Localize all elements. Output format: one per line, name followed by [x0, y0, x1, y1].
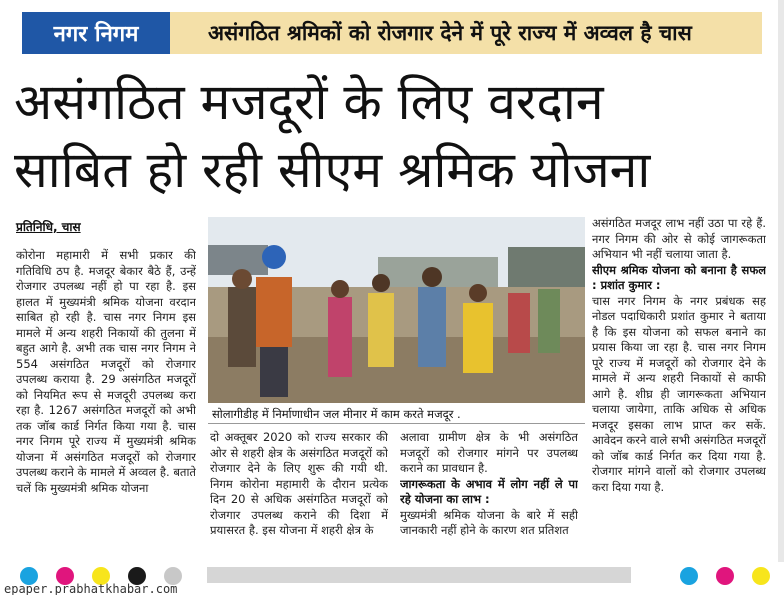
page-edge	[778, 0, 784, 595]
column-4-intro: असंगठित मजदूर लाभ नहीं उठा पा रहे हैं. नगर निगम की ओर से कोई जागरूकता अभियान भी नहीं चलाया जाता है.	[592, 216, 766, 261]
cyan-registration-dot-right	[680, 567, 698, 585]
column-3-subhead: जागरूकता के अभाव में लोग नहीं ले पा रहे योजना का लाभ :	[400, 476, 578, 506]
workers-photo-illustration	[208, 217, 585, 403]
gray-scale-strip	[207, 567, 631, 583]
column-4-body: चास नगर निगम के नगर प्रबंधक सह नोडल पदाधिकारी प्रशांत कुमार ने बताया है कि इस योजना को सफल बनाने का प्रयास किया जा रहा है. चास नगर निगम पूरे राज्य में मजदूरों को रोजगार देने के मामले में अन्य शहरी निकायों से काफी आगे है. शीघ्र ही जागरूकता अभियान चलाया जायेगा, ताकि अधिक से अधिक मजदूर इसका लाभ प्राप्त कर सकें. आवेदन करने वाले सभी असंगठित मजदूरों को जॉब कार्ड निर्गत कर दिया गया है. रोजगार मांगने वालों को रोजगार उपलब्ध करा दिया गया है.	[592, 293, 766, 494]
column-4-subhead: सीएम श्रमिक योजना को बनाना है सफल : प्रशांत कुमार :	[592, 262, 766, 292]
article-photo	[208, 217, 585, 403]
article-column-2: दो अक्तूबर 2020 को राज्य सरकार की ओर से शहरी क्षेत्र के असंगठित मजदूरों को रोजगार देने के लिए शुरू की गयी थी. निगम कोरोना महामारी के दौरान प्रत्येक दिन 20 से अधिक असंगठित मजदूरों को रोजगार उपलब्ध कराने की दिशा में प्रयासरत है. इस योजना में शहरी क्षेत्र के	[210, 430, 388, 537]
article-column-4	[592, 216, 766, 560]
section-banner	[22, 12, 762, 54]
column-3-body: मुख्यमंत्री श्रमिक योजना के बारे में सही जानकारी नहीं होने के कारण शत प्रतिशत	[400, 507, 578, 537]
main-headline	[14, 68, 774, 204]
yellow-registration-dot-right	[752, 567, 770, 585]
banner-headline: असंगठित श्रमिकों को रोजगार देने में पूरे राज्य में अव्वल है चास	[208, 21, 692, 45]
byline: प्रतिनिधि, चास	[16, 220, 81, 234]
column-3-intro: अलावा ग्रामीण क्षेत्र के भी असंगठित मजदूरों को रोजगार मांगने पर उपलब्ध कराने का प्रावधान है.	[400, 430, 578, 475]
magenta-registration-dot-right	[716, 567, 734, 585]
article-column-3	[400, 430, 578, 560]
article-column-1: कोरोना महामारी में सभी प्रकार की गतिविधि ठप है. मजदूर बेकार बैठे हैं, उन्हें रोजगार उपलब्ध नहीं हो पा रहा है. इस हालत में मुख्यमंत्री श्रमिक योजना वरदान साबित हो रही है. चास नगर निगम इस मामले में अन्य शहरी निकायों की तुलना में बहुत आगे है. अभी तक चास नगर निगम ने 554 असंगठित मजदूरों को रोजगार उपलब्ध कराया है. 29 असंगठित मजदूरों को नियमित रूप से मजदूरी उपलब्ध करा रहा है. 1267 असंगठित मजदूरों को अभी तक जॉब कार्ड निर्गत किया गया है. चास नगर निगम पूरे राज्य में मुख्यमंत्री श्रमिक योजना में असंगठित मजदूरों को रोजगार उपलब्ध कराने के मामले में अव्वल है. बताते चलें कि मुख्यमंत्री श्रमिक योजना	[16, 248, 196, 495]
footer-url: epaper.prabhatkhabar.com	[4, 582, 178, 595]
section-tag: नगर निगम	[22, 12, 170, 54]
headline-line-1: असंगठित मजदूरों के लिए वरदान	[14, 73, 604, 131]
photo-caption: सोलागीडीह में निर्माणाधीन जल मीनार में काम करते मजदूर .	[208, 404, 585, 424]
headline-line-2: साबित हो रही सीएम श्रमिक योजना	[14, 141, 651, 199]
